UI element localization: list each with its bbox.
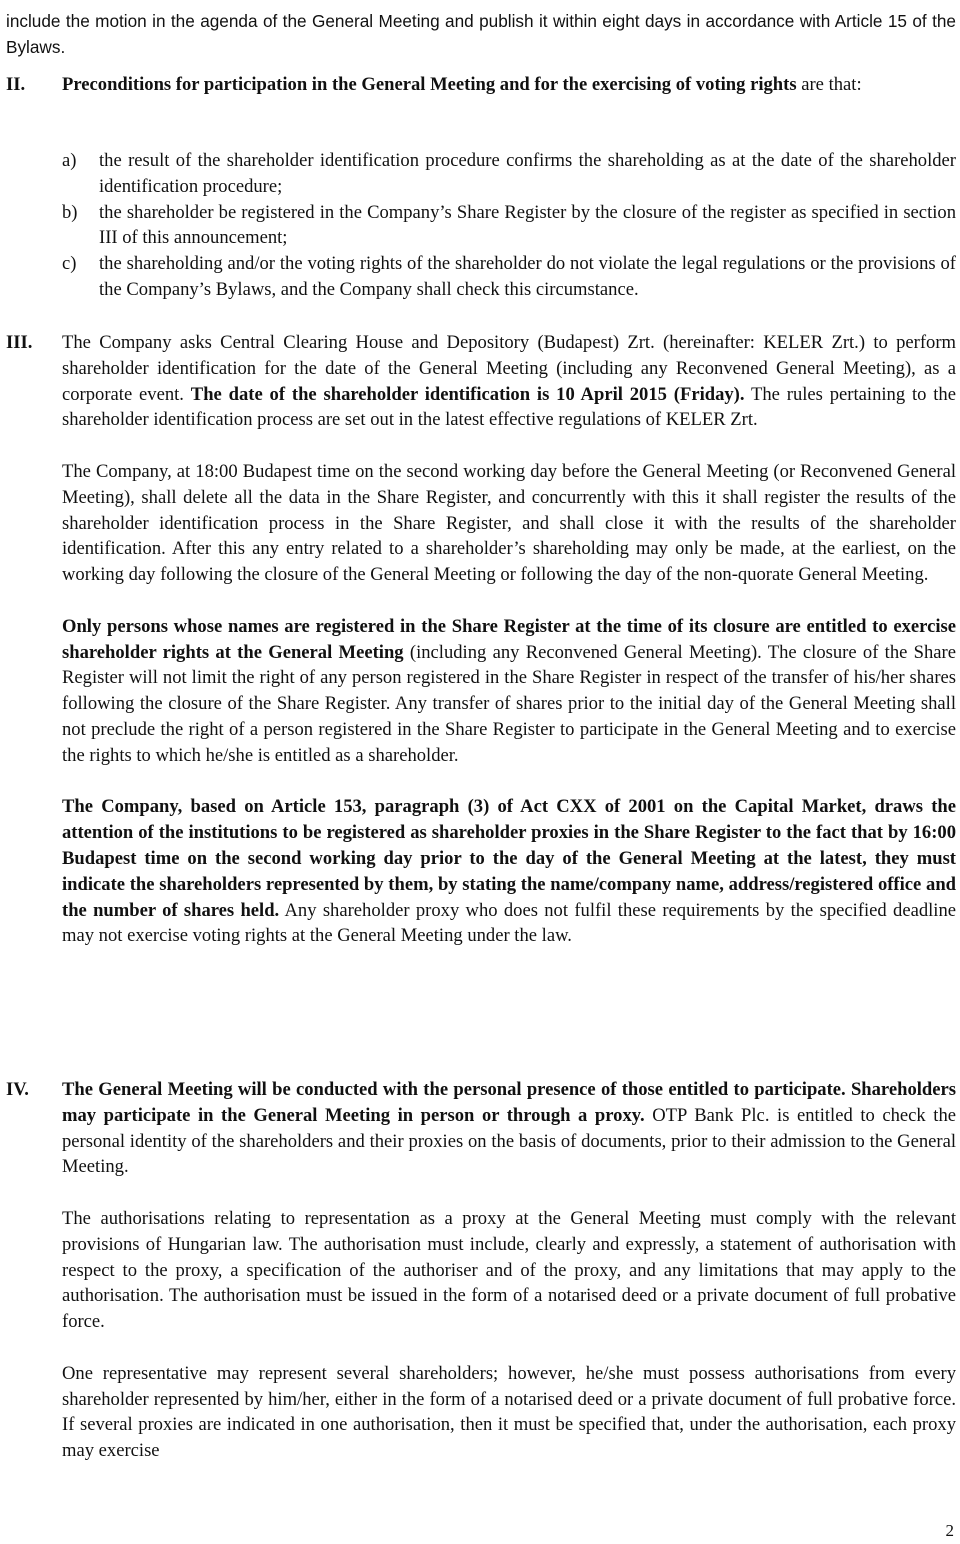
page-number: 2 xyxy=(945,1521,954,1540)
section-ii-heading-rest: are that: xyxy=(796,74,862,95)
section-iii-number: III. xyxy=(6,332,33,353)
identification-date-statement: The date of the shareholder identification is 10 April 2015 (Friday). xyxy=(190,383,745,405)
section-ii-number: II. xyxy=(6,74,26,95)
list-item xyxy=(62,148,956,200)
text-run: The rules pertaining to the shareholder identification process are set out in the latest effective regulations of KELER Zrt. xyxy=(62,383,956,431)
section-ii-heading xyxy=(62,72,956,98)
text-run: The Company asks Central Clearing House and Depository (Budapest) Zrt. (hereinafter: KELER Zrt.) to perform shareholder identification for the date of the General Meeting (including any Reconvened General Meeting), as a corporate event. xyxy=(62,332,956,405)
list-item xyxy=(62,251,956,303)
section-iv-paragraph-3: One representative may represent several shareholders; however, he/she must possess authorisations from every shareholder represented by him/her, either in the form of a notarised deed or a private document of full probative force. If several proxies are indicated in one authorisation, then it must be specified that, under the authorisation, each proxy may exercise xyxy=(62,1362,956,1462)
section-iii-body xyxy=(62,330,956,949)
text-run-bold: The Company, based on Article 153, paragraph (3) of Act CXX of 2001 on the Capital Market, draws the attention of the institutions to be registered as shareholder proxies in the Share Register to the fact that by 16:00 Budapest time on the second working day prior to the day of the General Meeting at the latest, they must indicate the shareholders represented by them, by stating the name/company name, address/registered office and the number of shares held. xyxy=(62,796,956,921)
list-item-label: a) xyxy=(62,150,77,171)
text-run: (including any Reconvened General Meeting). The closure of the Share Register will not limit the right of any person registered in the Share Register in respect of the transfer of his/her shares following the closure of the Share Register. Any transfer of shares prior to the initial day of the General Meeting shall not preclude the right of a person registered in the Share Register to participate in the General Meeting and to exercise the rights to which he/she is entitled as a shareholder. xyxy=(62,641,957,766)
section-iv-body xyxy=(62,1077,956,1464)
list-item xyxy=(62,200,956,252)
section-iii-paragraph-1 xyxy=(62,330,956,433)
text-run-bold: Only persons whose names are registered in the Share Register at the time of its closure are entitled to exercise shareholder rights at the General Meeting xyxy=(62,615,956,663)
section-iv-number: IV. xyxy=(6,1079,29,1100)
section-ii-heading-bold: Preconditions for participation in the General Meeting and for the exercising of voting rights xyxy=(62,74,797,95)
text-run-bold: The General Meeting will be conducted with the personal presence of those entitled to participate. Shareholders may participate in the General Meeting in person or through a proxy. xyxy=(62,1079,956,1126)
list-item-text: the shareholding and/or the voting rights of the shareholder do not violate the legal regulations or the provisions of the Company’s Bylaws, and the Company shall check this circumstance. xyxy=(99,253,956,300)
list-item-text: the shareholder be registered in the Company’s Share Register by the closure of the register as specified in section III of this announcement; xyxy=(99,201,956,249)
section-iii-paragraph-3 xyxy=(62,614,956,769)
text-run: OTP Bank Plc. is entitled to check the personal identity of the shareholders and their proxies on the basis of documents, prior to their admission to the General Meeting. xyxy=(62,1104,956,1178)
section-iv-paragraph-2: The authorisations relating to representation as a proxy at the General Meeting must comply with the relevant provisions of Hungarian law. The authorisation must include, clearly and expressly, a statement of authorisation with respect to the proxy, a specification of the authoriser and of the proxy, and any limitations that may apply to the authorisation. The authorisation must be issued in the form of a notarised deed or a private document of full probative force. xyxy=(62,1207,956,1333)
list-item-text: the result of the shareholder identification procedure confirms the shareholding as at the date of the shareholder identification procedure; xyxy=(99,150,956,197)
section-iii-paragraph-2: The Company, at 18:00 Budapest time on the second working day before the General Meeting (or Reconvened General Meeting), shall delete all the data in the Share Register, and concurrently with this it shall register the results of the shareholder identification process in the Share Register, and shall close it with the results of the shareholder identification. After this any entry related to a shareholder’s shareholding may only be made, at the earliest, on the working day following the closure of the General Meeting or following the day of the non-quorate General Meeting. xyxy=(62,460,956,586)
list-item-label: c) xyxy=(62,253,77,275)
list-item-label: b) xyxy=(62,201,78,223)
intro-paragraph: include the motion in the agenda of the General Meeting and publish it within eight days in accordance with Article 15 of the Bylaws. xyxy=(6,11,956,57)
text-run: Any shareholder proxy who does not fulfil these requirements by the specified deadline may not exercise voting rights at the General Meeting under the law. xyxy=(62,899,957,947)
section-iii-paragraph-4 xyxy=(62,794,956,949)
section-iv-paragraph-1 xyxy=(62,1077,956,1180)
precondition-list xyxy=(62,148,956,303)
